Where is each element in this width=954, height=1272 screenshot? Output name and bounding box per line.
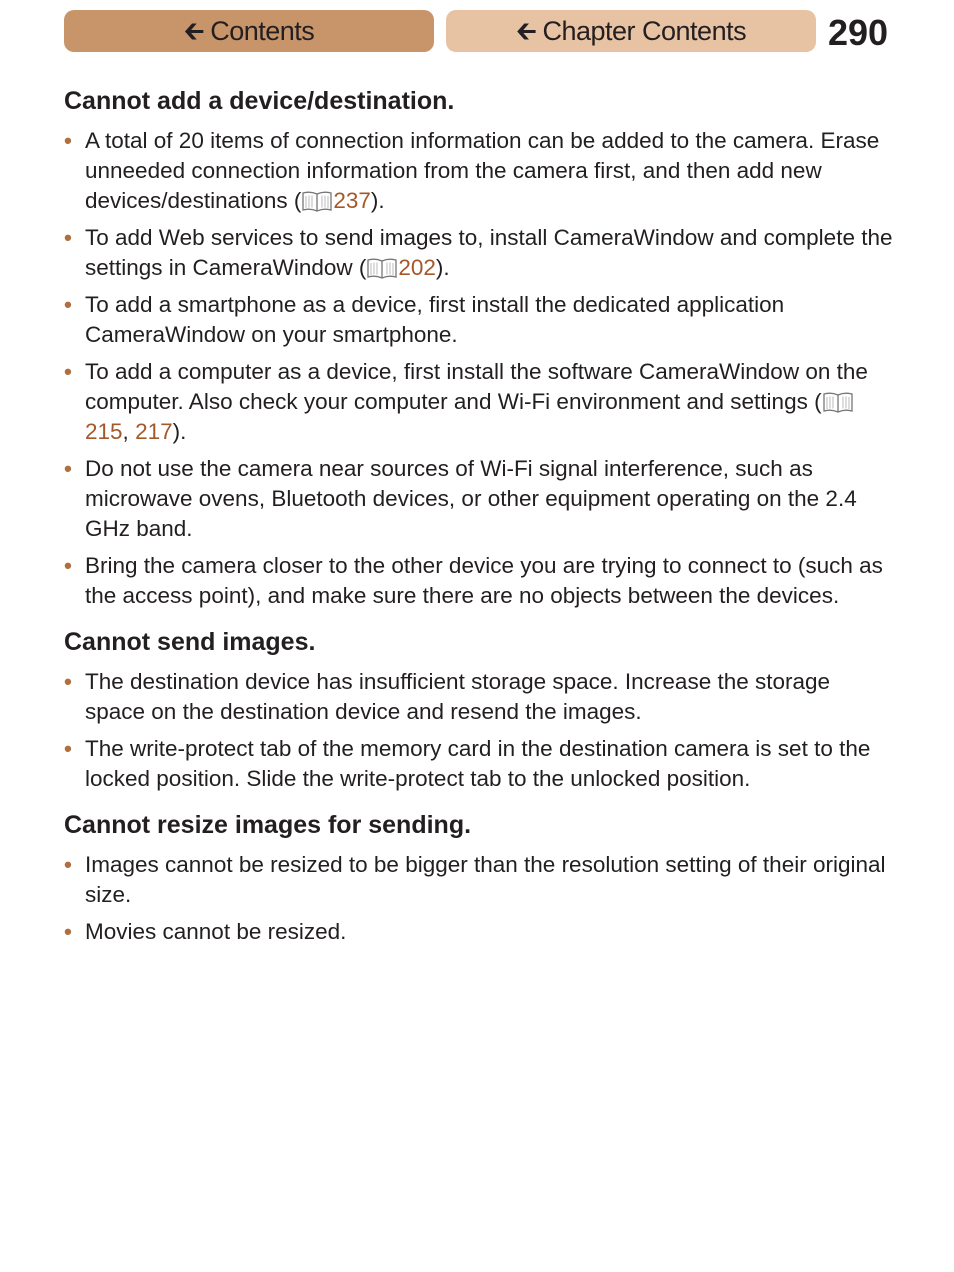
bullet-icon: • <box>64 736 72 761</box>
item-text: Bring the camera closer to the other device you are trying to connect to (such as the access point), and make sure there are no objects between the devices. <box>85 553 883 608</box>
section-title: Cannot add a device/destination. <box>64 87 455 115</box>
item-text: Do not use the camera near sources of Wi-Fi signal interference, such as microwave ovens, Bluetooth devices, or other equipment operating on the 2.4 GHz band. <box>85 456 857 541</box>
bullet-icon: • <box>64 225 72 250</box>
book-icon <box>822 391 854 413</box>
bullet-list <box>64 850 894 947</box>
left-arrow-icon: 🡰 <box>515 16 537 46</box>
list-item <box>64 734 894 794</box>
item-tail: ). <box>435 255 450 280</box>
section <box>64 808 894 947</box>
list-item <box>64 917 894 947</box>
item-text: To add a computer as a device, first install the software CameraWindow on the computer. Also check your computer and Wi-Fi environment and settings ( <box>85 359 868 414</box>
book-icon <box>366 257 398 279</box>
bullet-icon: • <box>64 852 72 877</box>
section <box>64 625 894 794</box>
item-text: A total of 20 items of connection information can be added to the camera. Erase unneeded connection information from the camera first, and then add new devices/destinations ( <box>85 128 880 213</box>
chapter-contents-button[interactable] <box>446 10 816 52</box>
section-title: Cannot send images. <box>64 628 316 656</box>
list-item <box>64 223 894 283</box>
section-title: Cannot resize images for sending. <box>64 811 472 839</box>
left-arrow-icon: 🡰 <box>183 16 205 46</box>
bullet-icon: • <box>64 359 72 384</box>
contents-button[interactable] <box>64 10 434 52</box>
list-item <box>64 551 894 611</box>
main-content <box>64 84 894 961</box>
page-number: 290 <box>828 12 889 53</box>
bullet-icon: • <box>64 553 72 578</box>
item-text: The destination device has insufficient storage space. Increase the storage space on the destination device and resend the images. <box>85 669 831 724</box>
page-ref-link[interactable]: 202 <box>398 255 436 280</box>
bullet-icon: • <box>64 292 72 317</box>
item-text: To add Web services to send images to, install CameraWindow and complete the settings in CameraWindow ( <box>85 225 893 280</box>
list-item <box>64 454 894 544</box>
item-tail: ). <box>172 419 187 444</box>
list-item: • To add a computer as a device, first install the software CameraWindow on the computer. Also check your computer and Wi-Fi environment and settings (215, 217). <box>64 359 868 444</box>
chapter-contents-label: Chapter Contents <box>542 15 747 46</box>
item-text: To add a smartphone as a device, first install the dedicated application CameraWindow on your smartphone. <box>85 292 785 347</box>
bullet-icon: • <box>64 669 72 694</box>
bullet-list <box>64 667 894 794</box>
item-text: Movies cannot be resized. <box>85 919 347 944</box>
section <box>64 84 894 611</box>
list-item <box>64 667 894 727</box>
page-ref-link[interactable]: 215 <box>85 419 123 444</box>
bullet-icon: • <box>64 128 72 153</box>
item-text: Images cannot be resized to be bigger than the resolution setting of their original size. <box>85 852 886 907</box>
list-item <box>64 290 894 350</box>
list-item <box>64 850 894 910</box>
bullet-list <box>64 126 894 611</box>
item-text: The write-protect tab of the memory card in the destination camera is set to the locked position. Slide the write-protect tab to the unlocked position. <box>85 736 871 791</box>
book-icon <box>301 190 333 212</box>
page-ref-link[interactable]: 217 <box>135 419 173 444</box>
bullet-icon: • <box>64 456 72 481</box>
contents-label: Contents <box>210 15 315 46</box>
bullet-icon: • <box>64 919 72 944</box>
page-ref-link[interactable]: 237 <box>333 188 371 213</box>
list-item <box>64 126 894 216</box>
item-tail: ). <box>370 188 385 213</box>
